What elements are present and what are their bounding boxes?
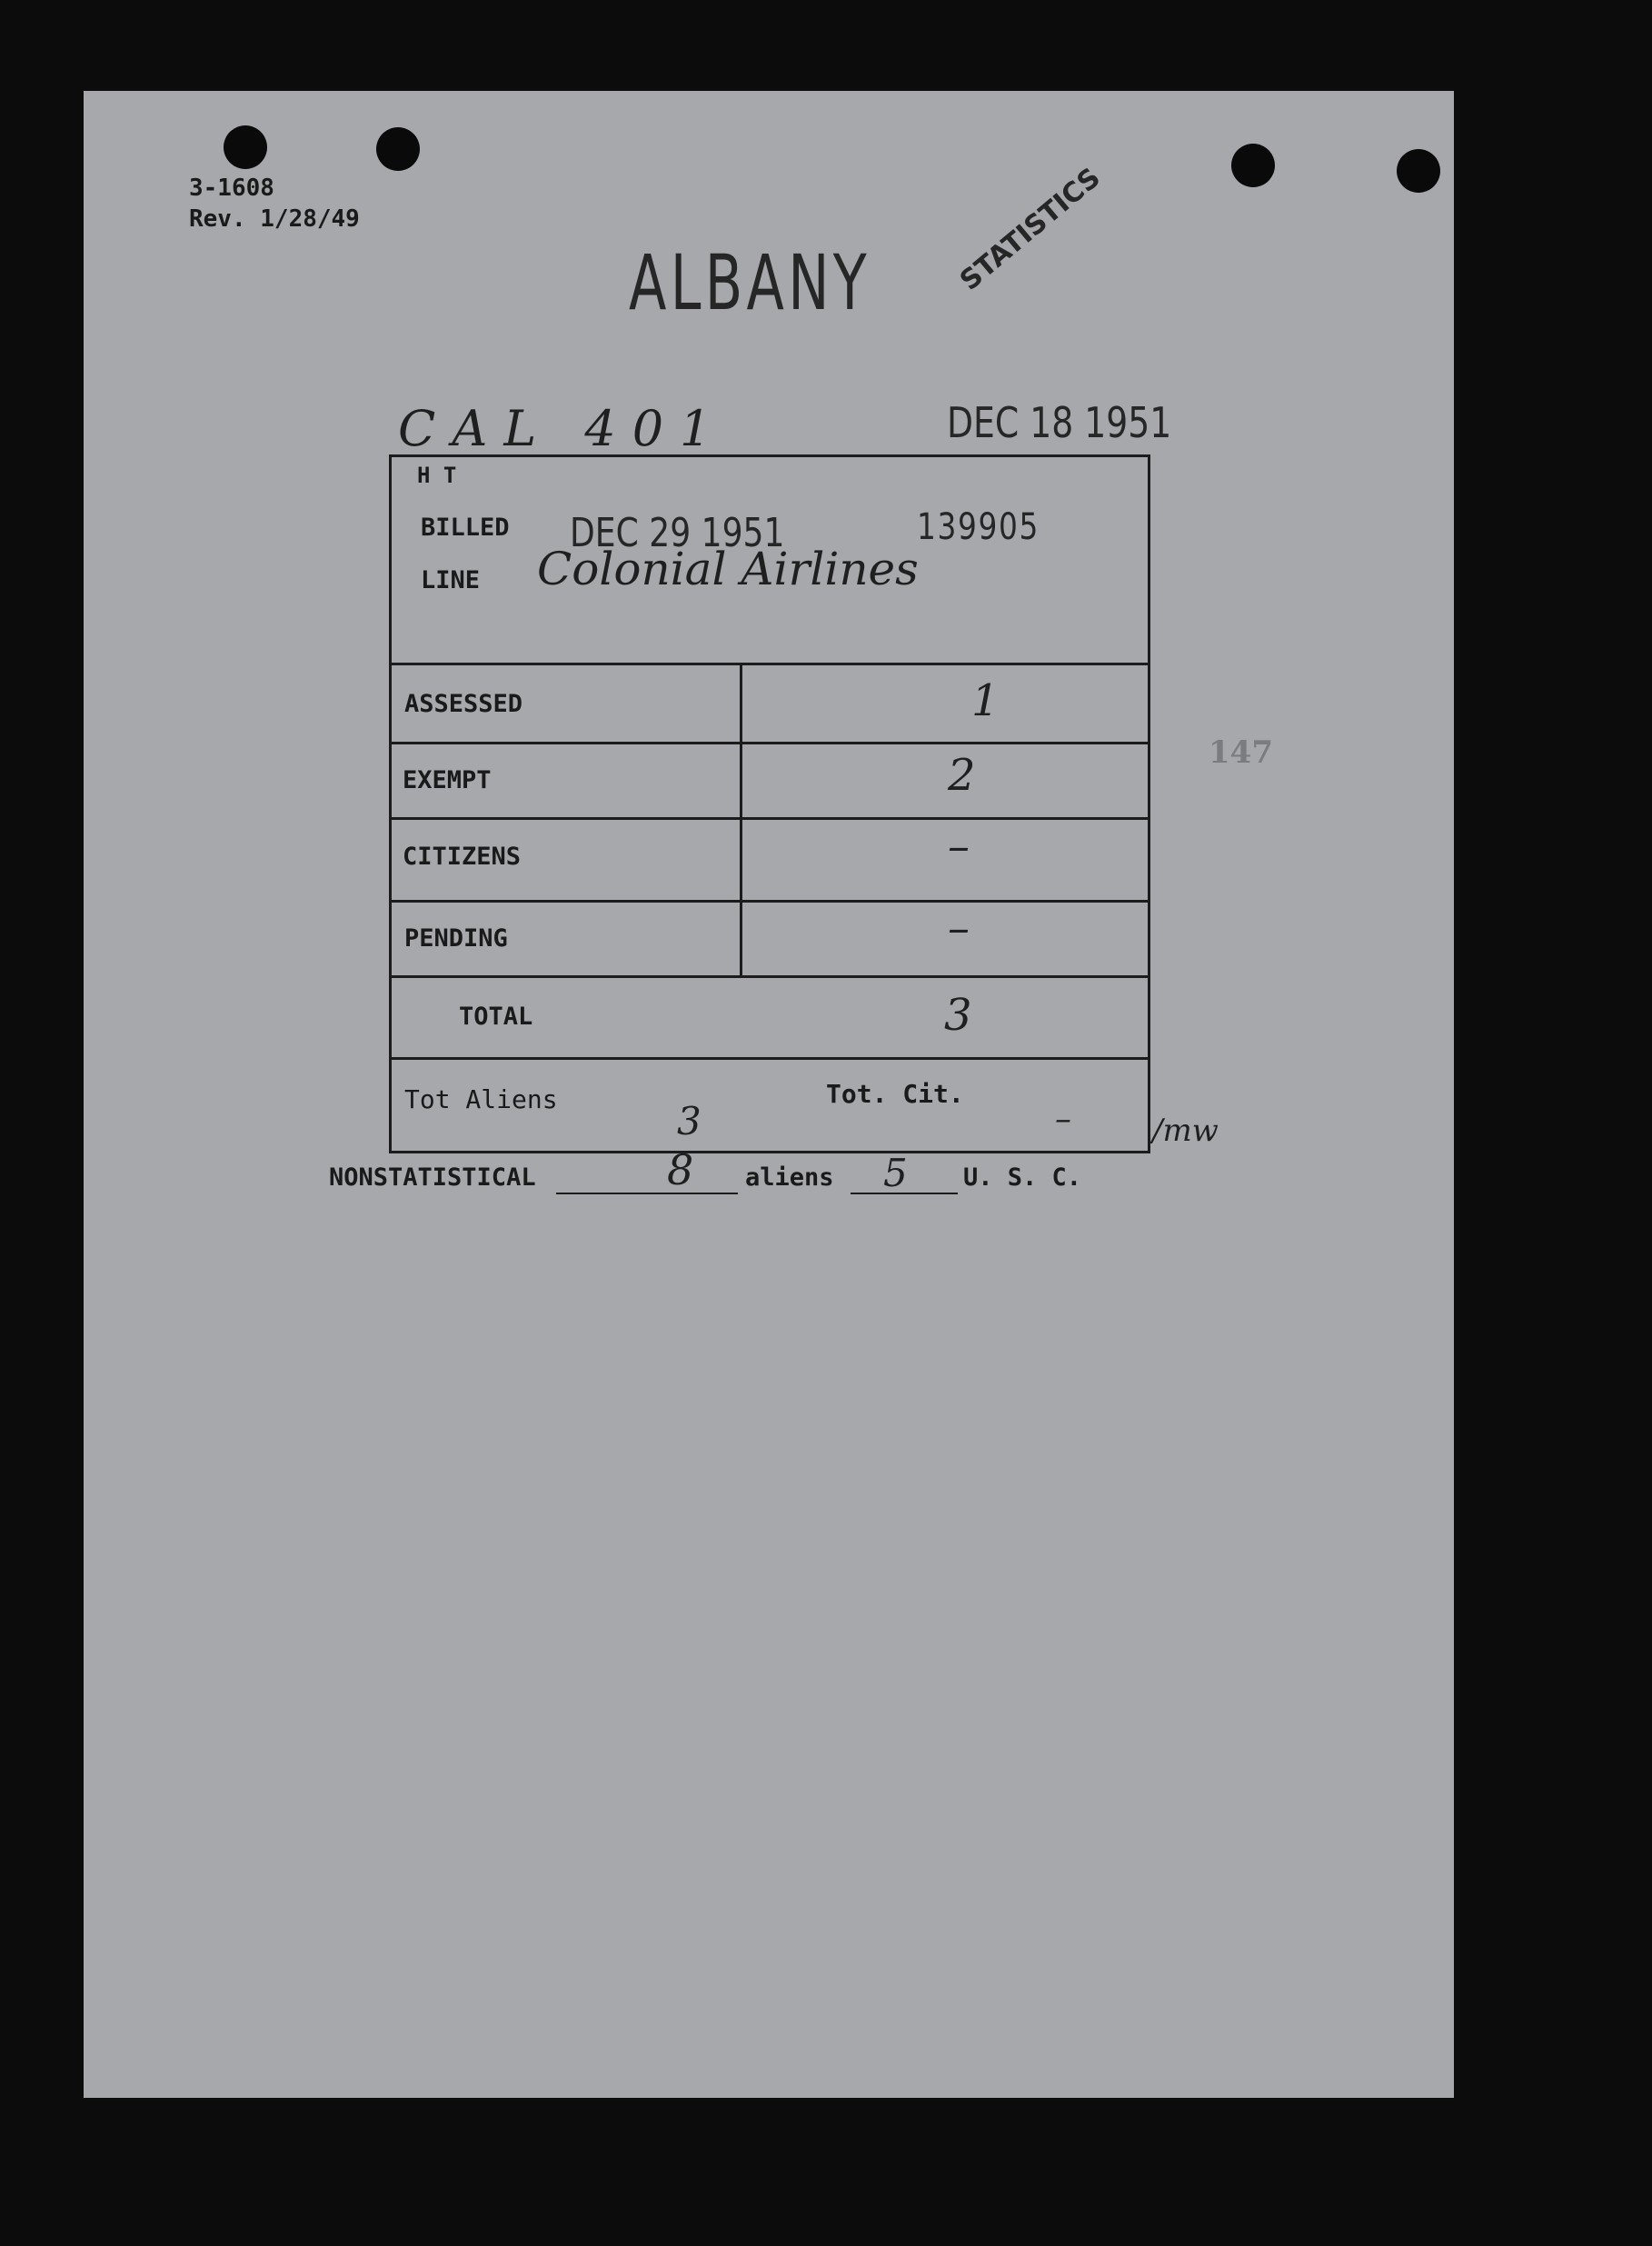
line-value: Colonial Airlines [537, 543, 919, 595]
side-number: 147 [1209, 734, 1273, 771]
statistics-stamp: STATISTICS [954, 162, 1107, 297]
tot-cit-value: – [1055, 1101, 1071, 1138]
manifest-form [389, 454, 1150, 1153]
row-label-assessed: ASSESSED [404, 690, 523, 718]
tot-aliens-value: 3 [677, 1099, 702, 1143]
row-value-citizens: – [948, 821, 970, 872]
port-stamp: ALBANY [629, 238, 871, 327]
divider [392, 1057, 1148, 1060]
punch-hole [1397, 149, 1440, 193]
nonstatistical-aliens-label: aliens [745, 1163, 834, 1192]
document-page [84, 91, 1454, 2098]
row-value-assessed: 1 [971, 675, 1000, 726]
ht-label: H T [417, 463, 457, 488]
divider [392, 817, 1148, 820]
divider [392, 742, 1148, 744]
total-label: TOTAL [459, 1003, 533, 1031]
tot-cit-label: Tot. Cit. [826, 1079, 964, 1109]
row-value-pending: – [948, 903, 970, 953]
punch-hole [1231, 144, 1275, 187]
arrival-date-stamp: DEC 18 1951 [947, 398, 1172, 447]
total-value: 3 [944, 990, 972, 1041]
row-label-exempt: EXEMPT [403, 766, 492, 794]
divider [392, 975, 1148, 978]
clerk-initials: /mw [1152, 1113, 1219, 1149]
row-value-exempt: 2 [948, 750, 976, 801]
row-label-pending: PENDING [404, 924, 508, 953]
row-label-citizens: CITIZENS [403, 843, 522, 871]
nonstatistical-usc-label: U. S. C. [963, 1163, 1082, 1192]
billed-date-stamp: DEC 29 1951 [570, 510, 785, 556]
punch-hole [224, 125, 267, 169]
flight-number: CAL 401 [398, 400, 728, 457]
line-label: LINE [421, 566, 481, 594]
nonstatistical-aliens-value: 8 [667, 1145, 694, 1194]
billed-label: BILLED [421, 514, 510, 542]
form-number: 3-1608 [189, 175, 274, 202]
tot-aliens-label: Tot Aliens [404, 1084, 558, 1114]
column-divider [740, 663, 742, 975]
nonstatistical-usc-value: 5 [883, 1151, 908, 1195]
divider [392, 900, 1148, 903]
bill-number: 139905 [917, 506, 1040, 548]
aliens-underline [556, 1193, 738, 1194]
divider [392, 663, 1148, 665]
form-revision: Rev. 1/28/49 [189, 205, 360, 233]
nonstatistical-label: NONSTATISTICAL [329, 1163, 536, 1192]
punch-hole [376, 127, 420, 171]
